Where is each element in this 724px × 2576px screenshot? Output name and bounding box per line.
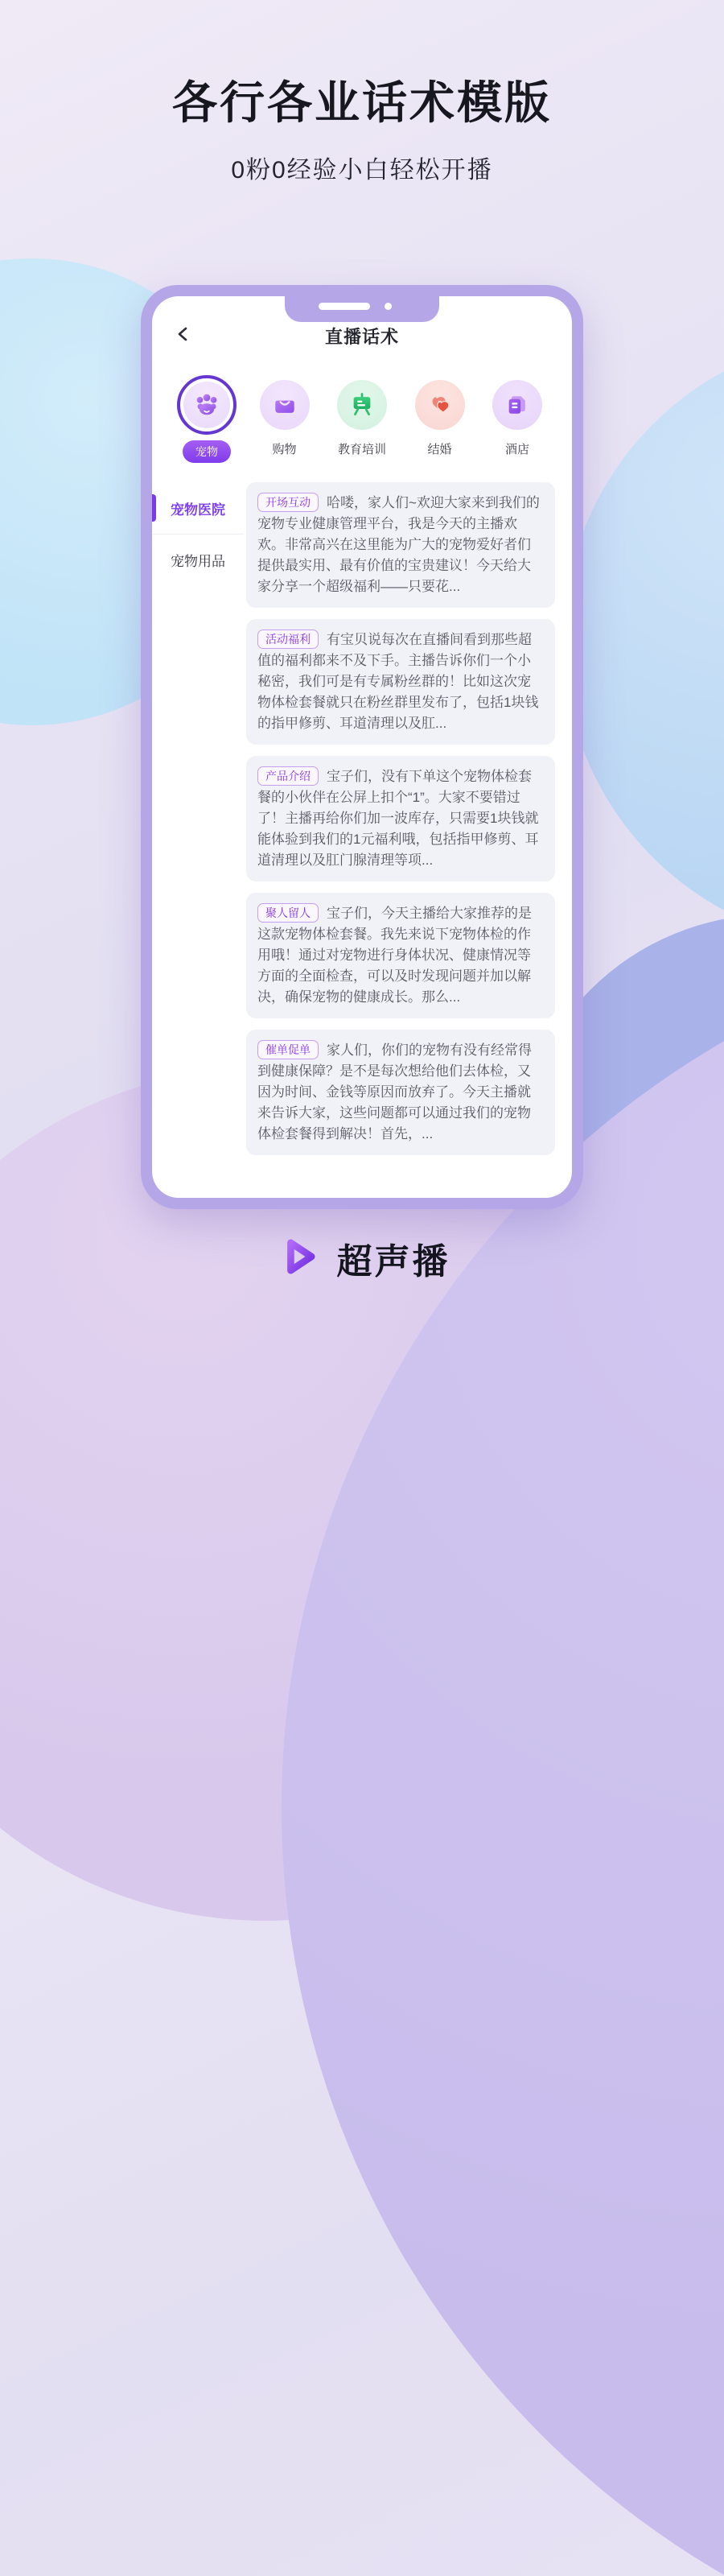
blackboard-icon <box>337 380 387 430</box>
category-item-hotel[interactable] <box>482 375 553 463</box>
documents-icon <box>492 380 542 430</box>
chevron-left-icon <box>175 325 192 347</box>
script-card-list <box>244 482 572 1155</box>
script-text <box>257 766 544 871</box>
script-tag: 开场互动 <box>257 493 319 512</box>
category-label-hotel: 酒店 <box>504 443 529 456</box>
script-text <box>257 493 544 597</box>
footer-brand <box>0 1214 724 1302</box>
category-label-pet: 宠物 <box>183 440 231 463</box>
hero-subtitle: 0粉0经验小白轻松开播 <box>231 157 493 184</box>
phone-notch <box>285 285 439 322</box>
script-body: 宝子们，今天主播给大家推荐的是这款宠物体检套餐。我先来说下宠物体检的作用哦！通过对宠物进行身体状况、健康情况等方面的全面检查，可以及时发现问题并加以解决，确保宠物的健康成长。那么... <box>257 906 532 1005</box>
brand-name: 超声播 <box>336 1242 450 1282</box>
sidebar-item-label: 宠物用品 <box>171 554 225 569</box>
category-item-pet[interactable] <box>171 375 242 463</box>
shopping-bag-icon <box>260 380 310 430</box>
page-title: 直播话术 <box>324 326 399 347</box>
hearts-icon <box>415 380 465 430</box>
script-card-urge-order[interactable] <box>246 1030 555 1155</box>
category-label-education: 教育培训 <box>337 443 386 456</box>
script-card-benefit[interactable] <box>246 619 555 745</box>
content-area <box>152 482 572 1155</box>
script-card-product[interactable] <box>246 756 555 881</box>
category-item-education[interactable] <box>327 375 397 463</box>
sidebar-item-pet-hospital[interactable] <box>152 482 244 534</box>
phone-screen <box>152 296 572 1198</box>
script-body: 有宝贝说每次在直播间看到那些超值的福利都来不及下手。主播告诉你们一个小秘密，我们可是有专属粉丝群的！比如这次宠物体检套餐就只在粉丝群里发布了，包括1块钱的指甲修剪、耳道清理以及肛... <box>257 632 539 731</box>
script-text <box>257 903 544 1008</box>
paw-icon <box>183 382 230 428</box>
category-label-marriage: 结婚 <box>427 443 452 456</box>
script-body: 哈喽，家人们~欢迎大家来到我们的宠物专业健康管理平台，我是今天的主播欢欢。非常高兴在这里能为广大的宠物爱好者们提供最实用、最有价值的宝贵建议！今天给大家分享一个超级福利——只要花... <box>257 495 540 594</box>
camera-dot <box>385 303 392 310</box>
script-tag: 催单促单 <box>257 1040 319 1059</box>
script-body: 宝子们，没有下单这个宠物体检套餐的小伙伴在公屏上扣个“1”。大家不要错过了！主播再给你们加一波库存，只需要1块钱就能体验到我们的1元福利哦，包括指甲修剪、耳道清理以及肛门腺清理等项... <box>257 769 539 868</box>
category-row <box>152 375 572 463</box>
script-text <box>257 1040 544 1145</box>
category-label-shopping: 购物 <box>272 443 297 456</box>
back-button[interactable] <box>170 322 197 349</box>
script-text <box>257 630 544 734</box>
bg-circle-blue-right <box>563 335 724 947</box>
hero-title: 各行各业话术模版 <box>172 77 552 128</box>
script-body: 家人们，你们的宠物有没有经常得到健康保障？是不是每次想给他们去体检，又因为时间、金钱等原因而放弃了。今天主播就来告诉大家，这些问题都可以通过我们的宠物体检套餐得到解决！首先，... <box>257 1042 532 1141</box>
phone-mockup <box>141 285 583 1209</box>
script-tag: 产品介绍 <box>257 766 319 786</box>
selected-indicator-bar <box>152 494 156 522</box>
category-item-shopping[interactable] <box>249 375 320 463</box>
speaker-slot <box>319 303 370 310</box>
play-icon <box>274 1233 321 1284</box>
selected-ring <box>177 375 237 435</box>
category-item-marriage[interactable] <box>405 375 475 463</box>
sidebar-item-pet-supplies[interactable] <box>152 534 244 585</box>
script-tag: 活动福利 <box>257 630 319 649</box>
sidebar <box>152 482 244 1155</box>
script-tag: 聚人留人 <box>257 903 319 923</box>
sidebar-item-label: 宠物医院 <box>171 502 225 518</box>
script-card-opening[interactable] <box>246 482 555 608</box>
script-card-retention[interactable] <box>246 893 555 1018</box>
